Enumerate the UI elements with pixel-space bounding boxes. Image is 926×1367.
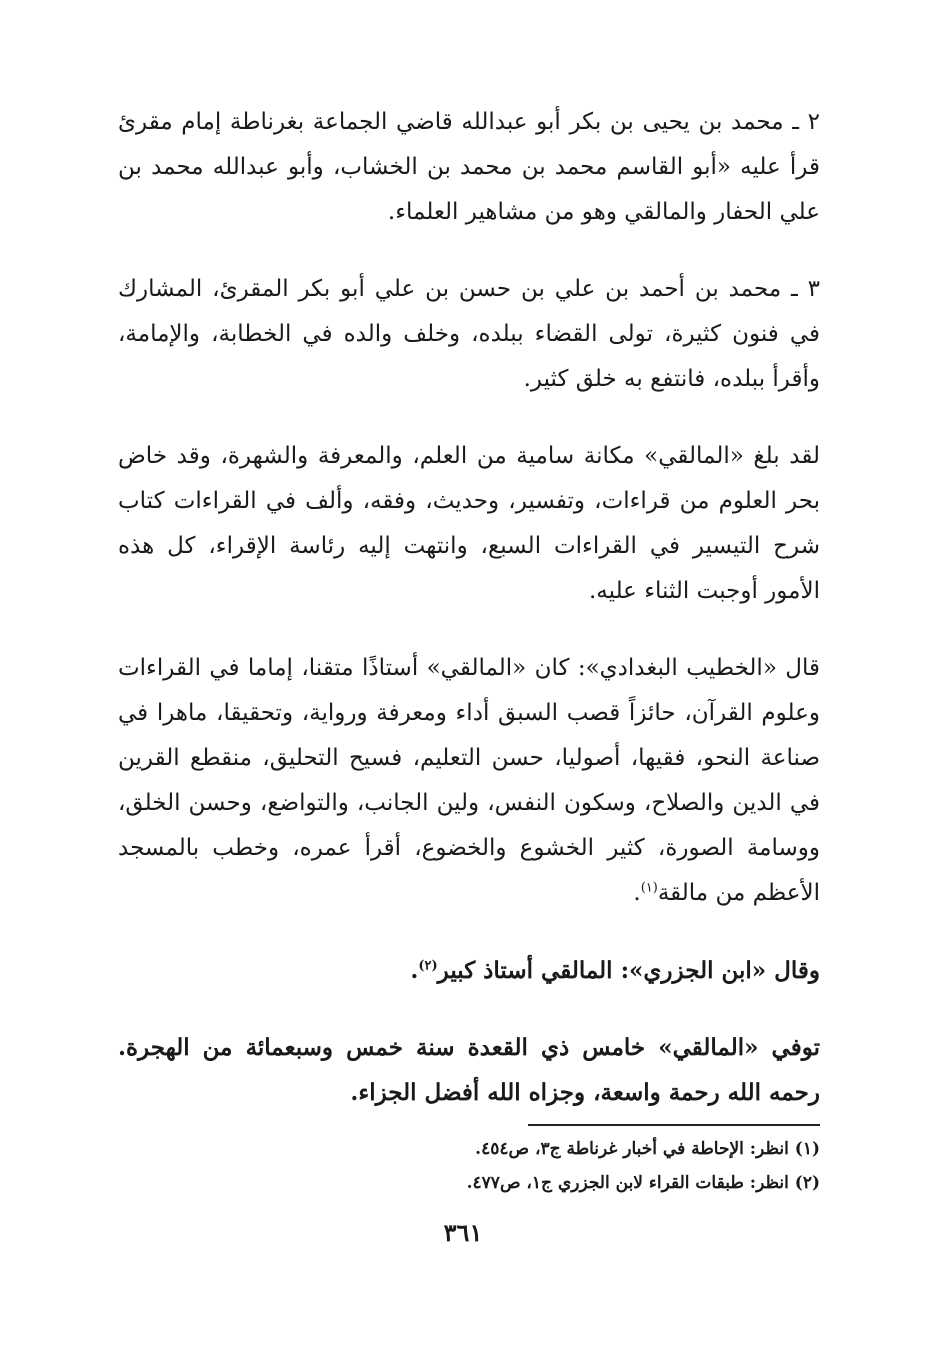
page-number: ٣٦١ (443, 1218, 483, 1247)
paragraph-status: لقد بلغ «المالقي» مكانة سامية من العلم، والمعرفة والشهرة، وقد خاض بحر العلوم من قراءات، وتفسير، وحديث، وفقه، وألف في القراءات كتاب شرح التيسير في القراءات السبع، وانتهت إليه رئاسة الإقراء، كل هذه الأمور أوجبت الثناء عليه. (118, 443, 820, 604)
footnotes (300, 1132, 820, 1200)
paragraph-khatib-quote (118, 646, 820, 916)
footnote-ref-2[interactable]: (٢) (418, 958, 438, 974)
footnote-divider (528, 1124, 820, 1126)
jazari-quote-end: . (410, 957, 419, 984)
paragraph-biography-2: ٢ ـ محمد بن يحيى بن بكر أبو عبدالله قاضي الجماعة بغرناطة إمام مقرئ قرأ عليه «أبو القاسم محمد بن محمد بن الخشاب، وأبو عبدالله محمد بن علي الحفار والمالقي وهو من مشاهير العلماء. (118, 109, 820, 225)
footnote-2: (٢) انظر: طبقات القراء لابن الجزري ج١، ص٤٧٧. (466, 1173, 820, 1193)
footnote-ref-1[interactable]: (١) (640, 880, 658, 896)
paragraph-biography-3: ٣ ـ محمد بن أحمد بن علي بن حسن بن علي أبو بكر المقرئ، المشارك في فنون كثيرة، تولى القضاء ببلده، وخلف والده في الخطابة، والإمامة، وأقرأ ببلده، فانتفع به خلق كثير. (118, 276, 820, 392)
paragraph-jazari-quote (118, 948, 820, 993)
paragraph-death: توفي «المالقي» خامس ذي القعدة سنة خمس وسبعمائة من الهجرة. رحمه الله رحمة واسعة، وجزاه الله أفضل الجزاء. (118, 1034, 820, 1106)
footnote-1: (١) انظر: الإحاطة في أخبار غرناطة ج٣، ص٤٥٤. (475, 1139, 820, 1159)
page-body (118, 100, 820, 1147)
khatib-quote-end: . (633, 880, 641, 906)
khatib-quote-text: قال «الخطيب البغدادي»: كان «المالقي» أستاذًا متقنا، إماما في القراءات وعلوم القرآن، حائزاً قصب السبق أداء ومعرفة ورواية، وتحقيقا، ماهرا في صناعة النحو، فقيها، أصوليا، حسن التعليم، فسيح التحليق، منقطع القرين في الدين والصلاح، وسكون النفس، ولين الجانب، والتواضع، وحسن الخلق، ووسامة الصورة، كثير الخشوع والخضوع، أقرأ عمره، وخطب بالمسجد الأعظم من مالقة (118, 655, 820, 906)
jazari-quote-text: وقال «ابن الجزري»: المالقي أستاذ كبير (437, 957, 820, 984)
